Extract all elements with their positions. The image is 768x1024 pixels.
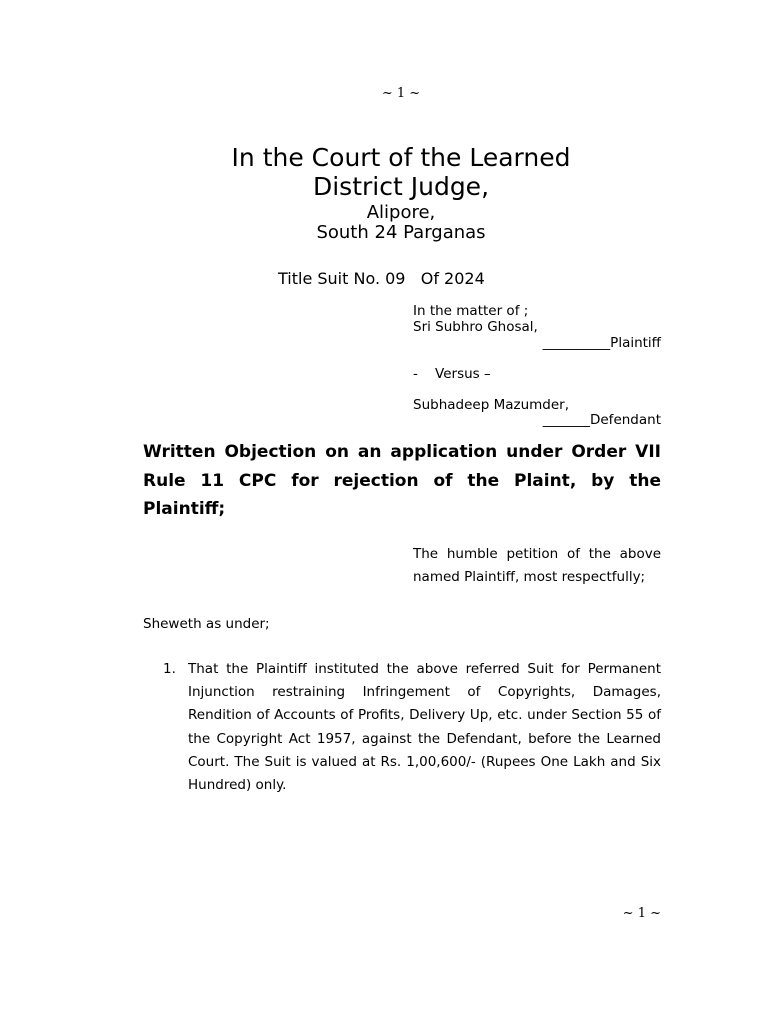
court-location-line-2: South 24 Parganas: [316, 222, 486, 243]
paragraph-number: 1.: [163, 661, 176, 677]
defendant-role: _______Defendant: [542, 412, 661, 428]
matter-intro: In the matter of ;: [413, 303, 529, 319]
court-name-line-1: In the Court of the Learned: [231, 143, 571, 172]
plaintiff-name: Sri Subhro Ghosal,: [413, 319, 538, 335]
versus-label: - Versus –: [413, 366, 491, 382]
page-number-top: ~ 1 ~: [381, 86, 421, 101]
document-heading: Written Objection on an application under Order VII Rule 11 CPC for rejection of the Plaint, by the Plaintiff;: [143, 442, 661, 519]
plaintiff-role: __________Plaintiff: [542, 335, 661, 351]
suit-title: Title Suit No. 09 Of 2024: [278, 269, 485, 288]
page-number-bottom: ~ 1 ~: [622, 906, 661, 921]
defendant-name: Subhadeep Mazumder,: [413, 397, 569, 413]
petition-intro: The humble petition of the above named Plaintiff, most respectfully;: [413, 546, 661, 585]
paragraph-text: That the Plaintiff instituted the above referred Suit for Permanent Injunction restraining Infringement of Copyrights, Damages, Rendition of Accounts of Profits, Delivery Up, etc. under Section 55 of the Copyright Act 1957, against the Defendant, before the Learned Court. The Suit is valued at Rs. 1,00,600/- (Rupees One Lakh and Six Hundred) only.: [188, 661, 661, 794]
numbered-paragraph: [143, 658, 661, 797]
court-name-line-2: District Judge,: [312, 172, 490, 201]
sheweth-line: Sheweth as under;: [143, 616, 270, 632]
court-location-line-1: Alipore,: [366, 202, 436, 223]
